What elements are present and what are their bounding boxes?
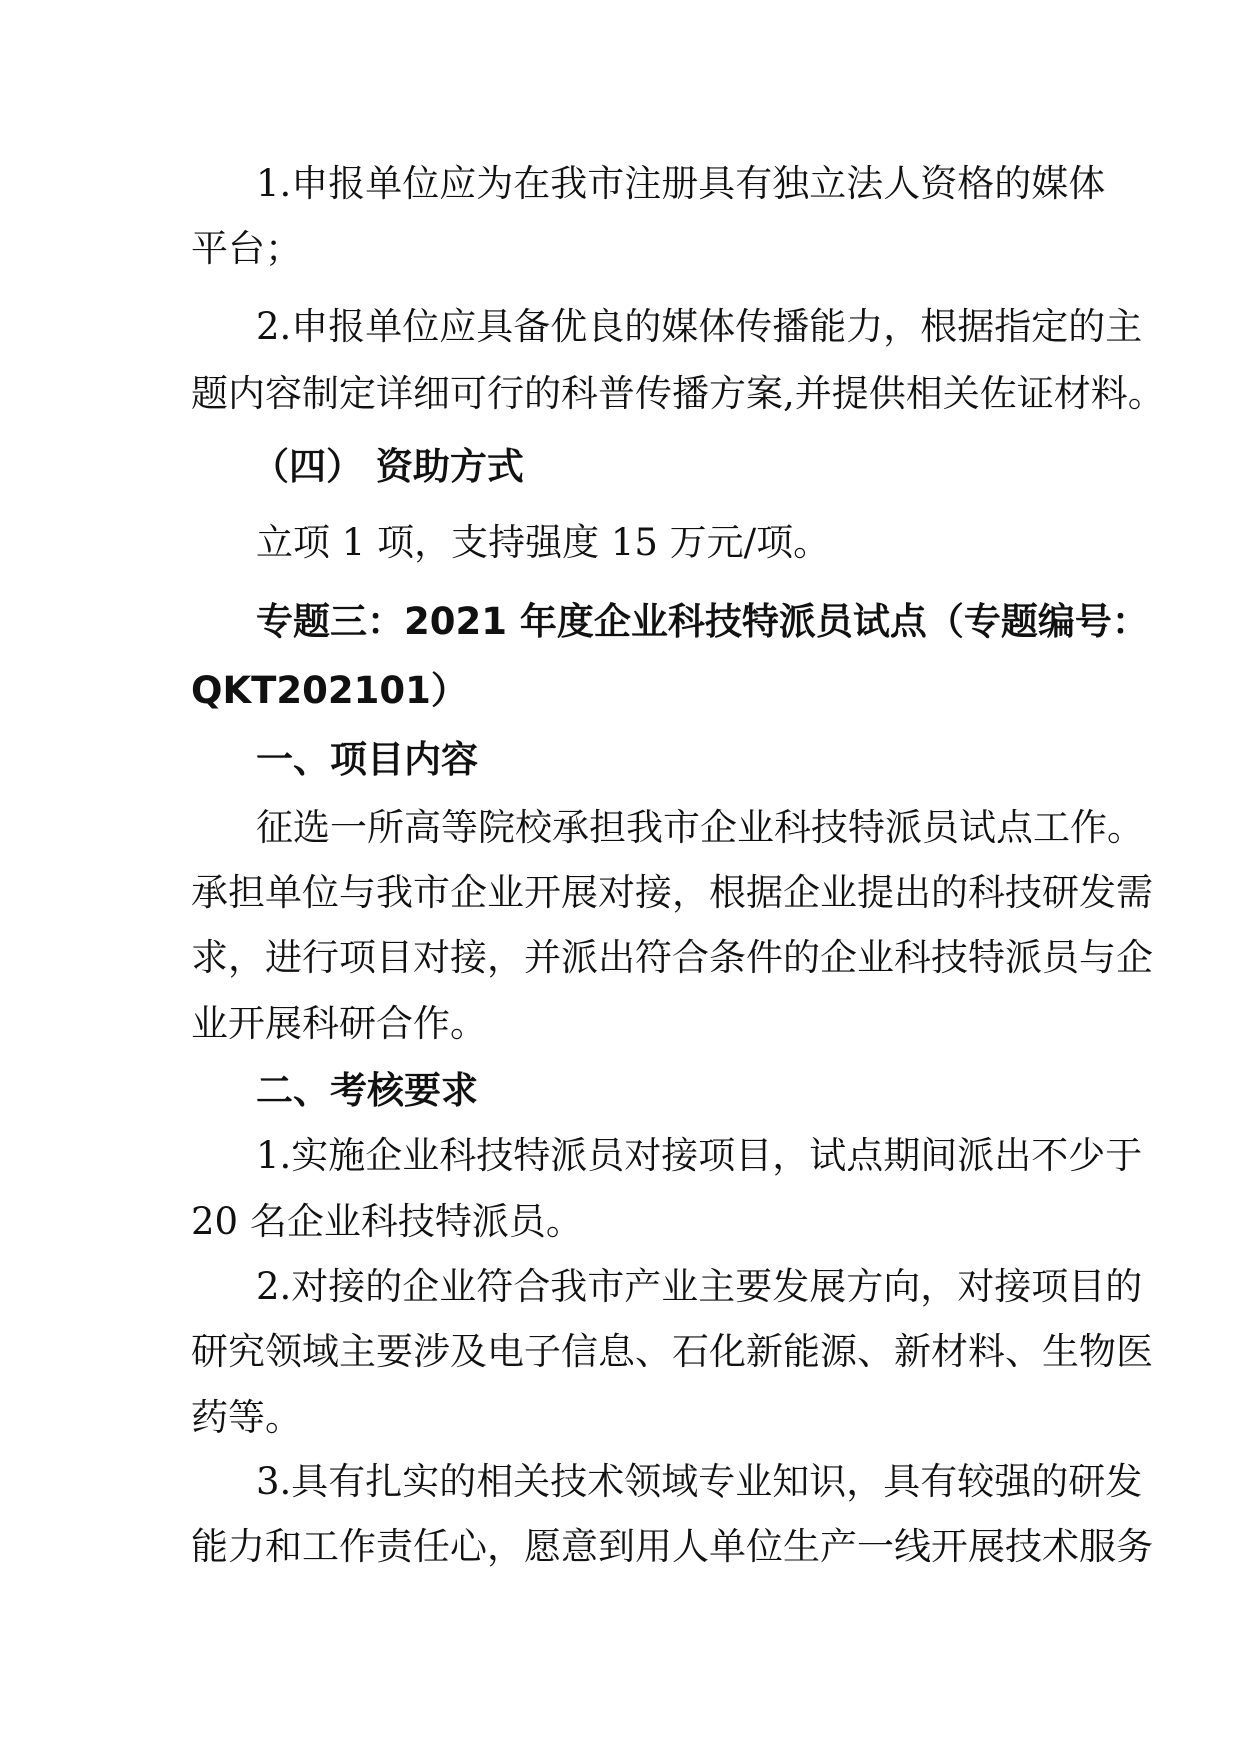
topic-heading: 专题三：2021 年度企业科技特派员试点（专题编号： — [256, 600, 1149, 643]
paragraph-line: 平台； — [191, 227, 302, 270]
paragraph-line: 3.具有扎实的相关技术领域专业知识，具有较强的研发 — [256, 1460, 1143, 1503]
paragraph-line: 征选一所高等院校承担我市企业科技特派员试点工作。 — [256, 806, 1144, 849]
paragraph-line: 业开展科研合作。 — [191, 1002, 487, 1045]
paragraph-line: 研究领域主要涉及电子信息、石化新能源、新材料、生物医 — [191, 1330, 1153, 1373]
paragraph-line: 1.实施企业科技特派员对接项目，试点期间派出不少于 — [256, 1134, 1143, 1177]
paragraph-line: 能力和工作责任心，愿意到用人单位生产一线开展技术服务 — [191, 1525, 1153, 1568]
paragraph-line: 2.申报单位应具备优良的媒体传播能力，根据指定的主 — [256, 305, 1143, 348]
paragraph-line: 20 名企业科技特派员。 — [191, 1200, 583, 1243]
section-heading: 二、考核要求 — [256, 1069, 478, 1112]
paragraph-line: 药等。 — [191, 1396, 302, 1439]
section-heading: 一、项目内容 — [256, 738, 478, 781]
paragraph-line: 立项 1 项，支持强度 15 万元/项。 — [256, 521, 831, 564]
paragraph-line: 题内容制定详细可行的科普传播方案,并提供相关佐证材料。 — [191, 372, 1165, 415]
topic-heading: QKT202101） — [191, 669, 468, 712]
paragraph-line: 2.对接的企业符合我市产业主要发展方向，对接项目的 — [256, 1265, 1143, 1308]
paragraph-line: 1.申报单位应为在我市注册具有独立法人资格的媒体 — [256, 162, 1106, 205]
section-heading: （四） 资助方式 — [252, 445, 524, 488]
paragraph-line: 承担单位与我市企业开展对接，根据企业提出的科技研发需 — [191, 871, 1153, 914]
paragraph-line: 求，进行项目对接，并派出符合条件的企业科技特派员与企 — [191, 936, 1153, 979]
